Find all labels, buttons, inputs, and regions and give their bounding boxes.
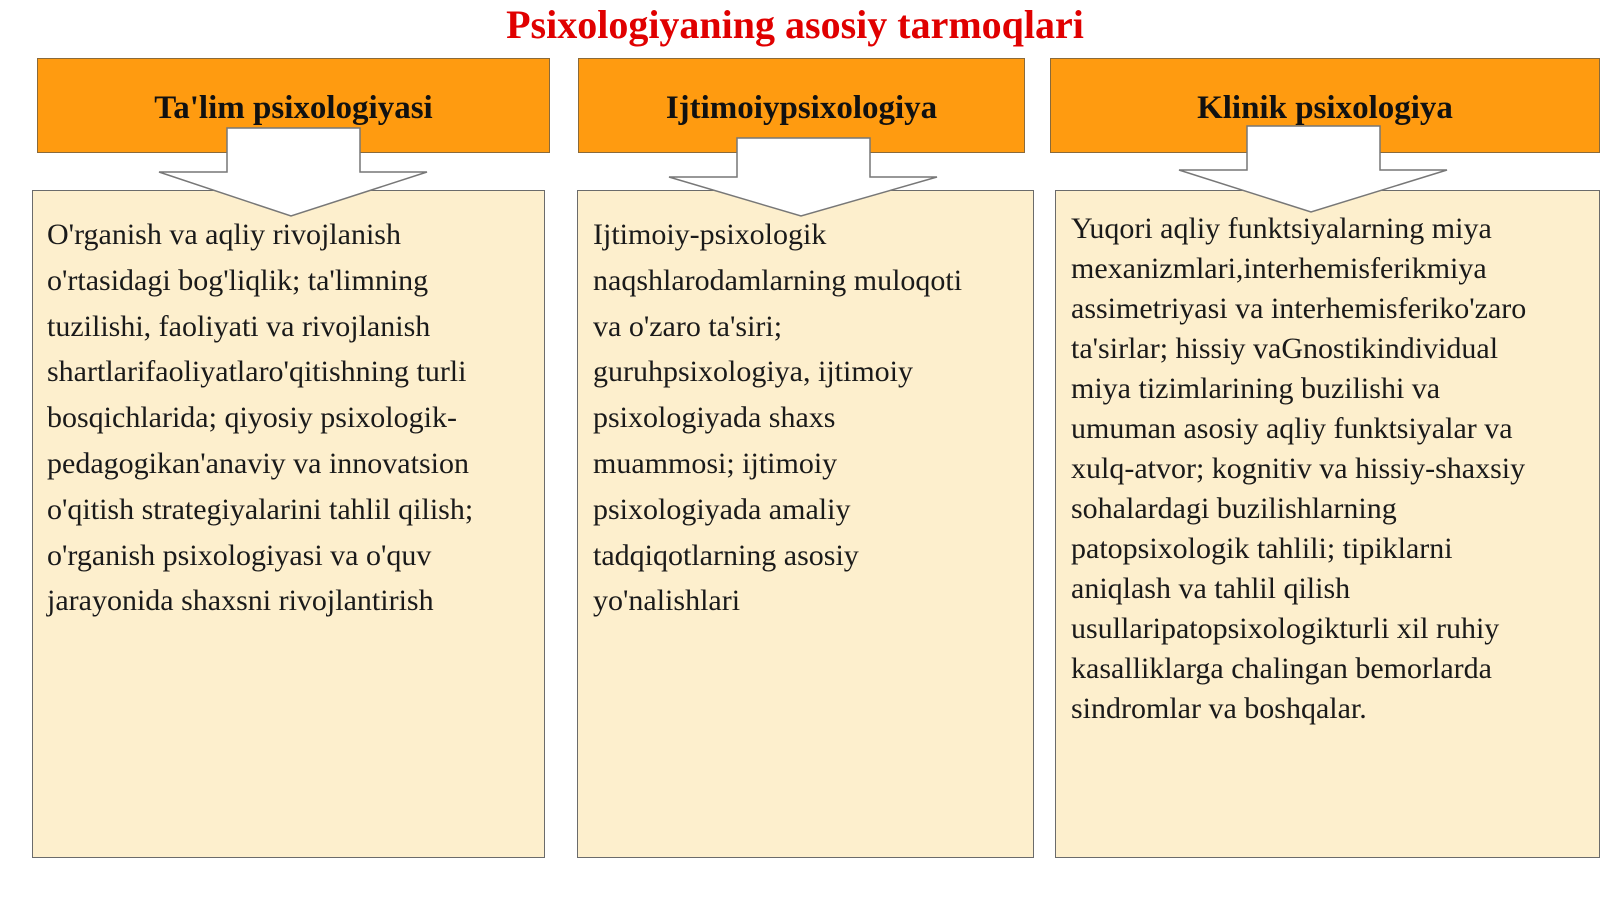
down-arrow-icon xyxy=(1175,126,1450,216)
content-text: O'rganish va aqliy rivojlanish o'rtasidagi bog'liqlik; ta'limning tuzilishi, faoliyati va rivojlanish shartlarifaoliyatlaro'qitishning turli bosqichlarida; qiyosiy psixologik- pedagogikan'anaviy va innovatsion o'qitish strategiyalarini tahlil qilish; o'rganish psixologiyasi va o'quv jarayonida shaxsni rivojlantirish xyxy=(47,218,474,618)
down-arrow-icon xyxy=(155,128,430,220)
header-label: Klinik psixologiya xyxy=(1197,90,1453,126)
header-label: Ijtimoiypsixologiya xyxy=(665,90,938,126)
header-label: Ta'lim psixologiyasi xyxy=(154,90,433,126)
content-text: Yuqori aqliy funktsiyalarning miya mexanizmlari,interhemisferikmiya assimetriyasi va interhemisferiko'zaro ta'sirlar; hissiy vaGnostikindividual miya tizimlarining buzilishi va umuman asosiy aqliy funktsiyalar va xulq-atvor; kognitiv va hissiy-shaxsiy sohalardagi buzilishlarning patopsixologik tahlili; tipiklarni aniqlash va tahlil qilish usullaripatopsixologikturli xil ruhiy kasalliklarga chalingan bemorlarda sindromlar va boshqalar. xyxy=(1071,212,1527,725)
page-title: Psixologiyaning asosiy tarmoqlari xyxy=(506,2,1084,47)
content-text: Ijtimoiy-psixologik naqshlarodamlarning muloqoti va o'zaro ta'siri; guruhpsixologiya, ijtimoiy psixologiyada shaxs muammosi; ijtimoiy psixologiyada amaliy tadqiqotlarning asosiy yo'nalishlari xyxy=(593,218,963,618)
down-arrow-icon xyxy=(665,138,940,220)
